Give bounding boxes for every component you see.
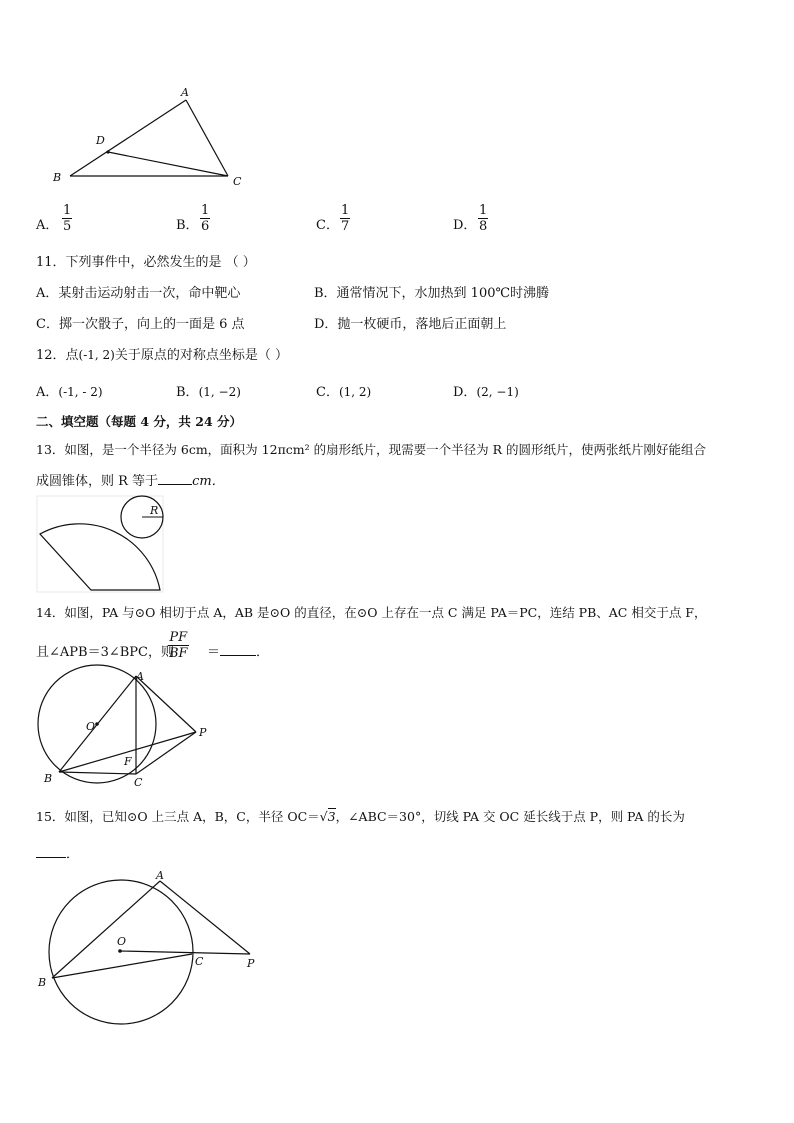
q15-line1-suffix: ，∠ABC＝30°，切线 PA 交 OC 延长线于点 P，则 PA 的长为: [335, 809, 685, 824]
q15-line2: [36, 843, 79, 862]
q10-option-c-fraction: [340, 203, 350, 234]
q15-sqrt-value: 3: [327, 809, 336, 824]
circle-tangent-figure-q15: [34, 870, 270, 1030]
q13-line2-prefix: 成圆锥体，则 R 等于: [36, 474, 159, 489]
q13-label-R: R: [150, 504, 159, 517]
q14-fraction-numerator: PF: [169, 630, 188, 645]
q10-option-a-fraction: [62, 203, 72, 234]
sqrt-symbol: √: [319, 809, 328, 824]
q14-label-P: P: [199, 726, 207, 739]
q15-label-B: B: [38, 976, 47, 989]
q14-line2-prefix: 且∠APB＝3∠BPC，则: [36, 645, 174, 660]
label-C: C: [233, 175, 242, 188]
q15-line1: [36, 807, 685, 825]
q10-option-c-denominator: 7: [341, 219, 350, 234]
q11-option-c: C．掷一次骰子，向上的一面是 6 点: [36, 317, 245, 332]
q13-line1: 13．如图，是一个半径为 6cm，面积为 12πcm² 的扇形纸片，现需要一个半径为 R 的圆形纸片，使两张纸片刚好能组合: [36, 442, 706, 457]
q10-option-d-numerator: 1: [479, 203, 488, 218]
q14-label-O: O: [86, 720, 96, 733]
q12-stem-point: (-1, 2): [78, 348, 115, 362]
circle-tangent-figure-q14: [30, 664, 220, 792]
q12-option-a-value: (-1, - 2): [58, 385, 103, 399]
q13-line2: [36, 470, 225, 489]
q12-option-c-value: (1, 2): [338, 385, 372, 399]
q14-line1: 14．如图，PA 与⊙O 相切于点 A，AB 是⊙O 的直径，在⊙O 上存在一点 C 满足 PA＝PC，连结 PB、AC 相交于点 F，: [36, 605, 707, 620]
q15-line1-prefix: 15．如图，已知⊙O 上三点 A，B，C，半径 OC＝: [36, 809, 320, 824]
q10-option-a-label: A．: [36, 218, 59, 233]
q12-option-b-label: B．: [176, 385, 199, 400]
q15-label-A: A: [156, 870, 164, 882]
q12-stem-prefix: 12．点: [36, 348, 79, 363]
q14-label-A: A: [136, 670, 144, 683]
q12-option-b: [176, 381, 241, 400]
q15-label-P: P: [247, 957, 255, 970]
q14-label-B: B: [44, 772, 53, 785]
triangle-figure-q10: [40, 82, 260, 192]
q10-option-b-numerator: 1: [201, 203, 210, 218]
q12-option-c: [316, 381, 371, 400]
label-A: A: [181, 86, 189, 99]
q12-option-d-value: (2, −1): [476, 385, 519, 399]
label-B: B: [53, 171, 62, 184]
q15-label-O: O: [117, 935, 127, 948]
section-title-fill-in: 二、填空题（每题 4 分，共 24 分）: [36, 414, 243, 429]
q10-option-d-denominator: 8: [479, 219, 488, 234]
q10-option-a-numerator: 1: [63, 203, 72, 218]
q12-stem: [36, 344, 288, 363]
q14-fraction-denominator: BF: [169, 646, 188, 661]
q11-stem: 11．下列事件中，必然发生的是 （ ）: [36, 255, 256, 270]
q14-label-F: F: [124, 755, 132, 768]
sector-circle-figure-q13: [36, 494, 176, 596]
q10-option-d-fraction: [478, 203, 488, 234]
q11-option-d: D．抛一枚硬币，落地后正面朝上: [314, 317, 507, 332]
q12-option-c-label: C．: [316, 385, 339, 400]
q10-option-c-numerator: 1: [341, 203, 350, 218]
q13-line2-suffix: cm．: [192, 474, 225, 489]
q12-option-a: [36, 381, 103, 400]
q12-option-b-value: (1, −2): [198, 385, 241, 399]
q13-answer-blank[interactable]: [158, 472, 192, 485]
q14-label-C: C: [134, 776, 143, 789]
q10-option-a-denominator: 5: [63, 219, 72, 234]
q14-answer-blank[interactable]: [220, 643, 256, 656]
q14-fraction: [168, 630, 189, 661]
label-D: D: [96, 134, 105, 147]
q10-option-b-fraction: [200, 203, 210, 234]
q12-stem-suffix: 关于原点的对称点坐标是（ ）: [114, 348, 289, 363]
q12-option-a-label: A．: [36, 385, 59, 400]
q15-label-C: C: [195, 955, 204, 968]
q10-option-b-denominator: 6: [201, 219, 210, 234]
q12-option-d-label: D．: [453, 385, 477, 400]
q15-period: ．: [66, 847, 80, 862]
q10-option-c-label: C．: [316, 218, 339, 233]
q14-equals: ＝: [207, 645, 221, 660]
q14-line2-suffix: [207, 641, 269, 660]
q11-option-a: A．某射击运动射击一次，命中靶心: [36, 286, 241, 301]
q10-option-d-label: D．: [453, 218, 477, 233]
q10-option-b-label: B．: [176, 218, 199, 233]
q12-option-d: [453, 381, 519, 400]
q11-option-b: B．通常情况下，水加热到 100℃时沸腾: [314, 286, 550, 301]
q15-answer-blank[interactable]: [36, 845, 66, 858]
q14-period: ．: [256, 645, 270, 660]
